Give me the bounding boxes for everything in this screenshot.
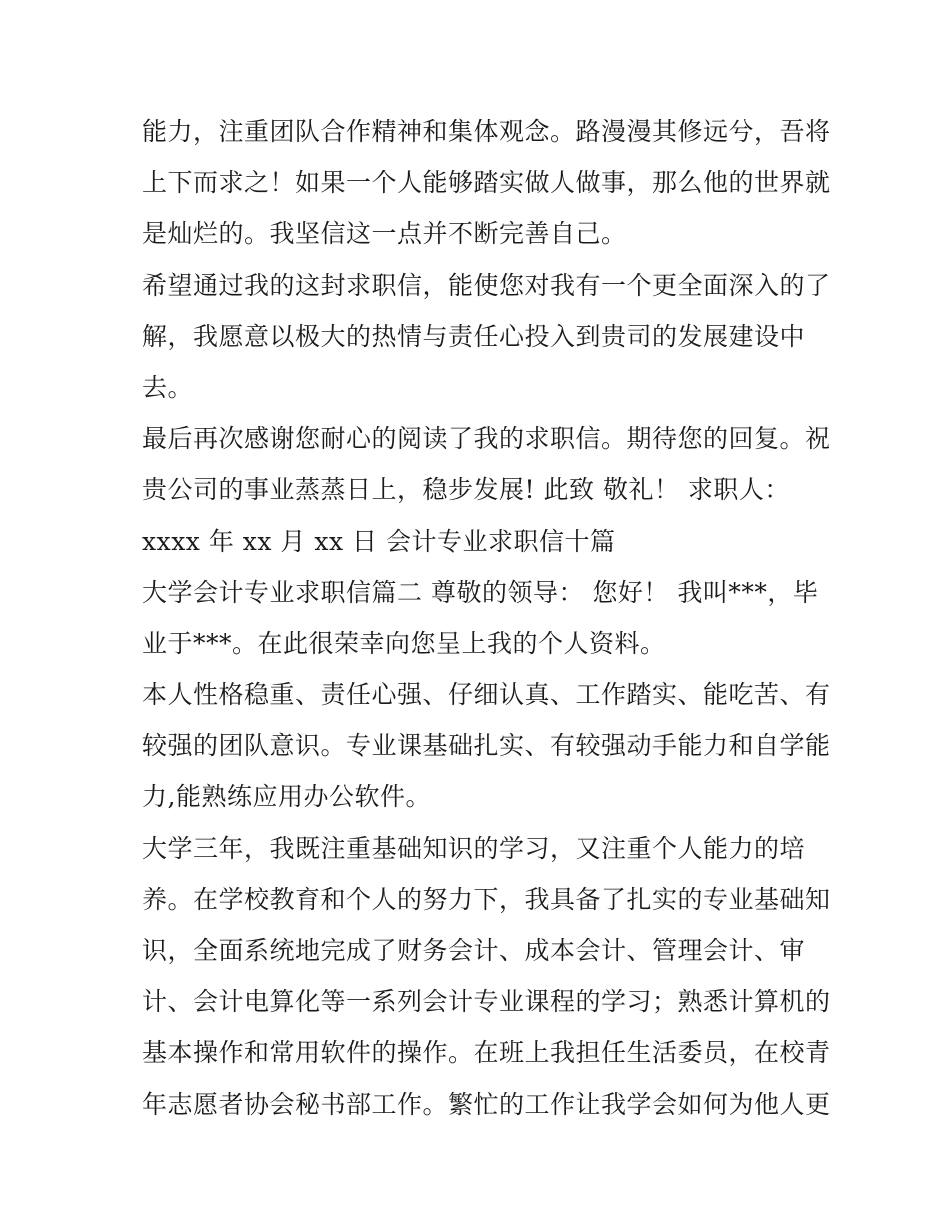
text-line: 最后再次感谢您耐心的阅读了我的求职信。期待您的回复。祝 — [142, 424, 831, 454]
text-line: 大学三年，我既注重基础知识的学习，又注重个人能力的培 — [142, 833, 806, 863]
text-line: 较强的团队意识。专业课基础扎实、有较强动手能力和自学能 — [142, 731, 831, 761]
text-line: 大学会计专业求职信篇二 尊敬的领导： 您好！ 我叫***，毕 — [142, 577, 819, 607]
text-line: 计、会计电算化等一系列会计专业课程的学习；熟悉计算机的 — [142, 987, 831, 1017]
text-line: 本人性格稳重、责任心强、仔细认真、工作踏实、能吃苦、有 — [142, 680, 831, 710]
text-line: 希望通过我的这封求职信，能使您对我有一个更全面深入的了 — [142, 270, 831, 300]
text-line: 是灿烂的。我坚信这一点并不断完善自己。 — [142, 219, 627, 249]
text-line: 解，我愿意以极大的热情与责任心投入到贵司的发展建设中 — [142, 321, 806, 351]
text-line: xxxx 年 xx 月 xx 日 会计专业求职信十篇 — [142, 526, 616, 556]
text-line: 能力，注重团队合作精神和集体观念。路漫漫其修远兮，吾将 — [142, 117, 831, 146]
text-line: 年志愿者协会秘书部工作。繁忙的工作让我学会如何为他人更 — [142, 1089, 831, 1119]
text-line: 贵公司的事业蒸蒸日上，稳步发展! 此致 敬礼！ 求职人： — [142, 475, 790, 505]
text-line: 基本操作和常用软件的操作。在班上我担任生活委员，在校青 — [142, 1038, 831, 1068]
text-line: 上下而求之！如果一个人能够踏实做人做事，那么他的世界就 — [142, 168, 831, 198]
text-line: 去。 — [142, 372, 194, 402]
text-line: 养。在学校教育和个人的努力下，我具备了扎实的专业基础知 — [142, 884, 831, 914]
text-line: 业于***。在此很荣幸向您呈上我的个人资料。 — [142, 628, 666, 658]
document-body — [142, 106, 831, 1130]
text-line: 识，全面系统地完成了财务会计、成本会计、管理会计、审 — [142, 936, 806, 965]
text-line: 力,能熟练应用办公软件。 — [142, 782, 431, 812]
